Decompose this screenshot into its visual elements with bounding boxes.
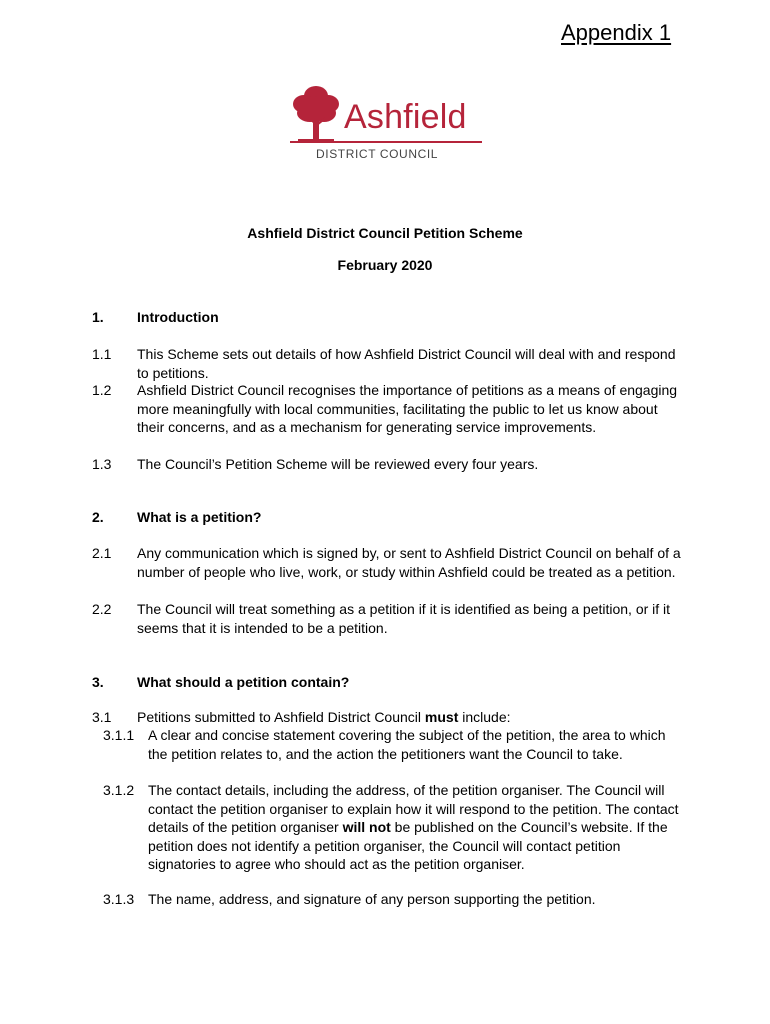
paragraph-number: 2.1 bbox=[92, 545, 112, 561]
paragraph bbox=[92, 455, 692, 474]
logo-divider bbox=[290, 141, 482, 143]
paragraph-number: 1.1 bbox=[92, 346, 112, 362]
section-number: 3. bbox=[92, 674, 104, 690]
paragraph-text: Ashfield District Council recognises the importance of petitions as a means of engaging more meaningfully with local communities, facilitating the public to let us know about their concerns, and as a mechanism for generating service improvements. bbox=[137, 382, 678, 435]
paragraph-number: 3.1 bbox=[92, 709, 112, 725]
logo-wordmark: Ashfield bbox=[344, 98, 467, 136]
appendix-label: Appendix 1 bbox=[561, 20, 672, 45]
section-number: 1. bbox=[92, 309, 104, 325]
paragraph-number: 2.2 bbox=[92, 601, 112, 617]
emphasis-text: must bbox=[424, 709, 459, 725]
section-title: What is a petition? bbox=[137, 509, 262, 525]
subparagraph bbox=[103, 781, 693, 874]
emphasis-text: will not bbox=[342, 819, 391, 835]
tree-icon bbox=[288, 82, 344, 144]
paragraph-text: The Council’s Petition Scheme will be reviewed every four years. bbox=[137, 456, 539, 472]
subparagraph bbox=[103, 890, 693, 909]
paragraph bbox=[92, 381, 692, 437]
subparagraph bbox=[103, 726, 693, 763]
paragraph-text: Any communication which is signed by, or sent to Ashfield District Council on behalf of a number of people who live, work, or study within Ashfield could be treated as a petition. bbox=[137, 545, 681, 580]
subparagraph-text: The contact details, including the address, of the petition organiser. The Council will contact the petition organiser to explain how it will respond to the petition. The contact details of the petition organiser will not be published on the Council’s website. If the petition does not identify a petition organiser, the Council will contact petition signatories to agree who should act as the petition organiser. bbox=[148, 782, 679, 872]
paragraph bbox=[92, 600, 692, 637]
paragraph-number: 1.2 bbox=[92, 382, 112, 398]
section-title: Introduction bbox=[137, 309, 219, 325]
subparagraph-text: The name, address, and signature of any person supporting the petition. bbox=[148, 891, 596, 907]
logo-subtitle: DISTRICT COUNCIL bbox=[316, 147, 439, 161]
paragraph-text: This Scheme sets out details of how Ashfield District Council will deal with and respond to petitions. bbox=[137, 346, 676, 381]
subparagraph-number: 3.1.2 bbox=[103, 782, 135, 798]
paragraph bbox=[92, 544, 692, 581]
subparagraph-number: 3.1.1 bbox=[103, 727, 135, 743]
paragraph-number: 1.3 bbox=[92, 456, 112, 472]
subparagraph-number: 3.1.3 bbox=[103, 891, 135, 907]
subparagraph-text: A clear and concise statement covering the subject of the petition, the area to which the petition relates to, and the action the petitioners want the Council to take. bbox=[148, 727, 666, 762]
paragraph-text: The Council will treat something as a petition if it is identified as being a petition, or if it seems that it is intended to be a petition. bbox=[137, 601, 671, 636]
section-number: 2. bbox=[92, 509, 104, 525]
document-date: February 2020 bbox=[337, 257, 433, 273]
paragraph bbox=[92, 708, 692, 727]
section-title: What should a petition contain? bbox=[137, 674, 350, 690]
paragraph-text: Petitions submitted to Ashfield District Council must include: bbox=[137, 709, 511, 725]
paragraph bbox=[92, 345, 692, 382]
document-title: Ashfield District Council Petition Scheme bbox=[247, 225, 523, 241]
council-logo bbox=[286, 82, 486, 164]
